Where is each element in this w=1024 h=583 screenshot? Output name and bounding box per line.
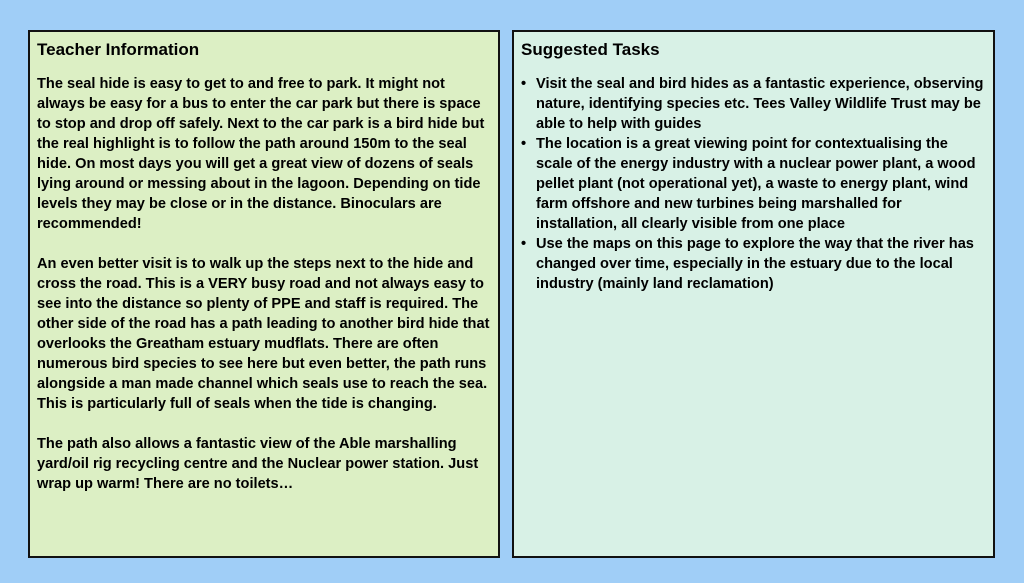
bullet-icon: • [521, 136, 527, 152]
teacher-info-paragraph-2: An even better visit is to walk up the steps next to the hide and cross the road. This is a VERY busy road and not always easy to see into the distance so plenty of PPE and staff is required. The other side of the road has a path leading to another bird hide that overlooks the Greatham estuary mudflats. There are often numerous bird species to see here but even better, the path runs alongside a man made channel which seals use to reach the sea. This is particularly full of seals when the tide is changing. [37, 256, 490, 412]
bullet-icon: • [521, 76, 527, 92]
suggested-tasks-list [521, 74, 986, 294]
task-text-3: Use the maps on this page to explore the way that the river has changed over time, especially in the estuary due to the local industry (mainly land reclamation) [536, 236, 974, 292]
task-text-2: The location is a great viewing point for contextualising the scale of the energy industry with a nuclear power plant, a wood pellet plant (not operational yet), a waste to energy plant, wind farm offshore and new turbines being marshalled for installation, all clearly visible from one place [536, 136, 976, 232]
task-item-2 [521, 134, 986, 234]
teacher-info-paragraph-3: The path also allows a fantastic view of the Able marshalling yard/oil rig recycling centre and the Nuclear power station. Just wrap up warm! There are no toilets… [37, 436, 479, 492]
task-item-1 [521, 74, 986, 134]
task-text-1: Visit the seal and bird hides as a fantastic experience, observing nature, identifying species etc. Tees Valley Wildlife Trust may be able to help with guides [536, 76, 984, 132]
teacher-info-paragraph-1: The seal hide is easy to get to and free to park. It might not always be easy for a bus to enter the car park but there is space to stop and drop off safely. Next to the car park is a bird hide but the real highlight is to follow the path around 150m to the seal hide. On most days you will get a great view of dozens of seals lying around or messing about in the lagoon. Depending on tide levels they may be close or in the distance. Binoculars are recommended! [37, 76, 485, 232]
task-item-3 [521, 234, 986, 294]
suggested-tasks-title: Suggested Tasks [521, 40, 660, 59]
suggested-tasks-panel [512, 30, 995, 558]
teacher-information-panel [28, 30, 500, 558]
bullet-icon: • [521, 236, 527, 252]
teacher-information-title: Teacher Information [37, 40, 200, 59]
